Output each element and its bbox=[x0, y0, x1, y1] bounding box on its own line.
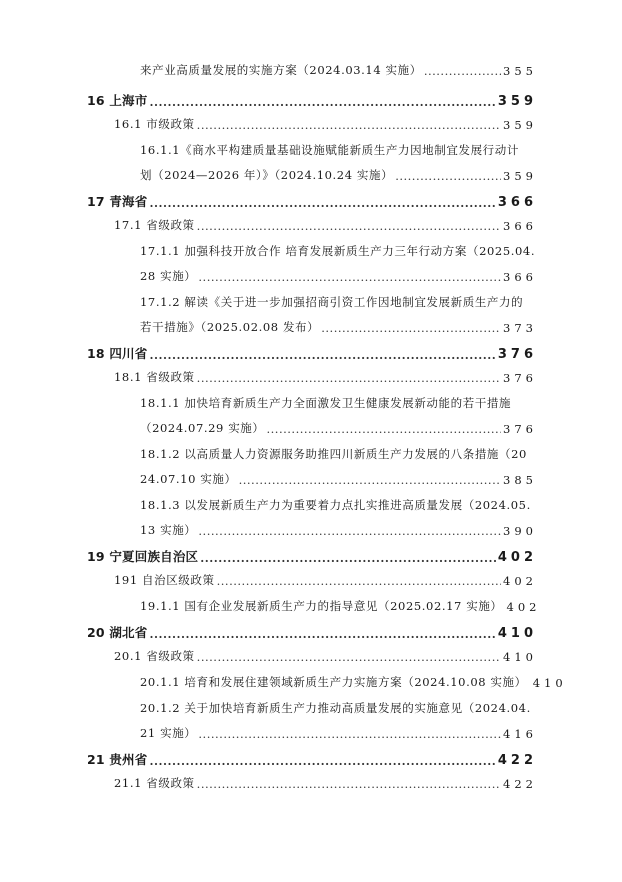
toc-chapter-title: 18 四川省 bbox=[87, 346, 148, 361]
toc-entry-line1[interactable]: 17.1.2 解读《关于进一步加强招商引资工作因地制宜发展新质生产力的 bbox=[140, 295, 524, 309]
toc-entry[interactable] bbox=[140, 598, 541, 614]
toc-page-number: 416 bbox=[503, 727, 537, 741]
toc-chapter-title: 17 青海省 bbox=[87, 194, 148, 209]
toc-chapter[interactable] bbox=[87, 192, 537, 210]
toc-entry-title: 划（2024—2026 年）》（2024.10.24 实施） bbox=[140, 168, 394, 182]
toc-section-title: 18.1 省级政策 bbox=[114, 370, 195, 384]
toc-leader bbox=[149, 754, 495, 768]
toc-leader bbox=[197, 777, 501, 791]
toc-leader bbox=[149, 196, 495, 210]
toc-entry[interactable] bbox=[140, 319, 537, 335]
toc-page-number: 402 bbox=[503, 574, 537, 588]
toc-entry-line1[interactable]: 18.1.2 以高质量人力资源服务助推四川新质生产力发展的八条措施（20 bbox=[140, 447, 527, 461]
toc-chapter[interactable] bbox=[87, 750, 537, 768]
toc-leader bbox=[197, 219, 501, 233]
toc-entry-title: 24.07.10 实施） bbox=[140, 472, 237, 486]
toc-page-number: 402 bbox=[506, 600, 541, 614]
toc-page-number: 376 bbox=[497, 347, 537, 362]
toc-page-number: 376 bbox=[503, 422, 537, 436]
toc-page-number: 359 bbox=[503, 118, 537, 132]
toc-entry-title: 28 实施） bbox=[140, 269, 197, 283]
toc-section-title: 16.1 市级政策 bbox=[114, 117, 195, 131]
toc-section[interactable] bbox=[114, 572, 537, 588]
toc-section-title: 191 自治区级政策 bbox=[114, 573, 215, 587]
toc-chapter-title: 16 上海市 bbox=[87, 93, 148, 108]
toc-entry-line1[interactable]: 17.1.1 加强科技开放合作 培育发展新质生产力三年行动方案（2025.04. bbox=[140, 244, 536, 258]
toc-page-number: 373 bbox=[503, 321, 537, 335]
toc-page-number: 366 bbox=[503, 270, 537, 284]
toc-entry[interactable] bbox=[140, 522, 537, 538]
toc-leader bbox=[267, 422, 502, 436]
toc-leader bbox=[149, 348, 495, 362]
toc-page-number: 359 bbox=[503, 169, 537, 183]
toc-entry-line1[interactable]: 18.1.1 加快培育新质生产力全面激发卫生健康发展新动能的若干措施 bbox=[140, 396, 512, 410]
toc-entry-title: 来产业高质量发展的实施方案（2024.03.14 实施） bbox=[140, 63, 422, 77]
toc-leader bbox=[239, 473, 501, 487]
toc-page-number: 376 bbox=[503, 371, 537, 385]
toc-section-title: 21.1 省级政策 bbox=[114, 776, 195, 790]
toc-chapter-title: 21 贵州省 bbox=[87, 752, 148, 767]
toc-entry-line1[interactable]: 20.1.2 关于加快培育新质生产力推动高质量发展的实施意见（2024.04. bbox=[140, 701, 531, 715]
toc-chapter[interactable] bbox=[87, 547, 537, 565]
toc-section[interactable] bbox=[114, 217, 537, 233]
toc-leader bbox=[198, 270, 501, 284]
toc-page-number: 355 bbox=[503, 64, 537, 78]
toc-leader bbox=[200, 551, 496, 565]
toc-entry[interactable] bbox=[140, 674, 567, 690]
toc-leader bbox=[197, 371, 501, 385]
toc-entry-title: （2024.07.29 实施） bbox=[140, 421, 265, 435]
toc-chapter[interactable] bbox=[87, 623, 537, 641]
toc-entry[interactable] bbox=[140, 420, 537, 436]
toc-leader bbox=[321, 321, 501, 335]
toc-page-number: 410 bbox=[503, 650, 537, 664]
toc-chapter[interactable] bbox=[87, 344, 537, 362]
toc-entry-title: 13 实施） bbox=[140, 523, 197, 537]
toc-leader bbox=[424, 64, 501, 78]
toc-section[interactable] bbox=[114, 775, 537, 791]
toc-page-number: 422 bbox=[503, 777, 537, 791]
toc-entry[interactable] bbox=[140, 62, 537, 78]
toc-entry[interactable] bbox=[140, 268, 537, 284]
toc-page-number: 390 bbox=[503, 524, 537, 538]
toc-chapter[interactable] bbox=[87, 91, 537, 109]
toc-page-number: 410 bbox=[532, 676, 567, 690]
toc-page-number: 366 bbox=[497, 195, 537, 210]
toc-entry-title: 若干措施》（2025.02.08 发布） bbox=[140, 320, 320, 334]
toc-leader bbox=[198, 524, 501, 538]
toc-leader bbox=[395, 169, 501, 183]
toc-section[interactable] bbox=[114, 369, 537, 385]
toc-page-number: 366 bbox=[503, 219, 537, 233]
toc-page-number: 359 bbox=[497, 94, 537, 109]
toc-page-number: 385 bbox=[503, 473, 537, 487]
toc-chapter-title: 19 宁夏回族自治区 bbox=[87, 549, 199, 564]
toc-entry[interactable] bbox=[140, 167, 537, 183]
toc-page-number: 402 bbox=[497, 550, 537, 565]
toc-leader bbox=[149, 627, 495, 641]
toc-section-title: 20.1 省级政策 bbox=[114, 649, 195, 663]
toc-leader bbox=[149, 95, 495, 109]
toc-leader bbox=[198, 727, 501, 741]
toc-entry-line1[interactable]: 18.1.3 以发展新质生产力为重要着力点扎实推进高质量发展（2024.05. bbox=[140, 498, 531, 512]
toc-entry[interactable] bbox=[140, 471, 537, 487]
toc-section[interactable] bbox=[114, 116, 537, 132]
toc-entry-title: 21 实施） bbox=[140, 726, 197, 740]
toc-entry[interactable] bbox=[140, 725, 537, 741]
toc-chapter-title: 20 湖北省 bbox=[87, 625, 148, 640]
toc-section-title: 17.1 省级政策 bbox=[114, 218, 195, 232]
toc-entry-title: 19.1.1 国有企业发展新质生产力的指导意见（2025.02.17 实施） bbox=[140, 599, 503, 613]
toc-entry-title: 20.1.1 培育和发展住建领域新质生产力实施方案（2024.10.08 实施） bbox=[140, 675, 527, 689]
toc-leader bbox=[197, 118, 501, 132]
toc-section[interactable] bbox=[114, 648, 537, 664]
toc-leader bbox=[197, 650, 501, 664]
toc-leader bbox=[217, 574, 501, 588]
toc-page-number: 422 bbox=[497, 753, 537, 768]
toc-page-number: 410 bbox=[497, 626, 537, 641]
toc-entry-line1[interactable]: 16.1.1《商水平构建质量基础设施赋能新质生产力因地制宜发展行动计 bbox=[140, 143, 519, 157]
